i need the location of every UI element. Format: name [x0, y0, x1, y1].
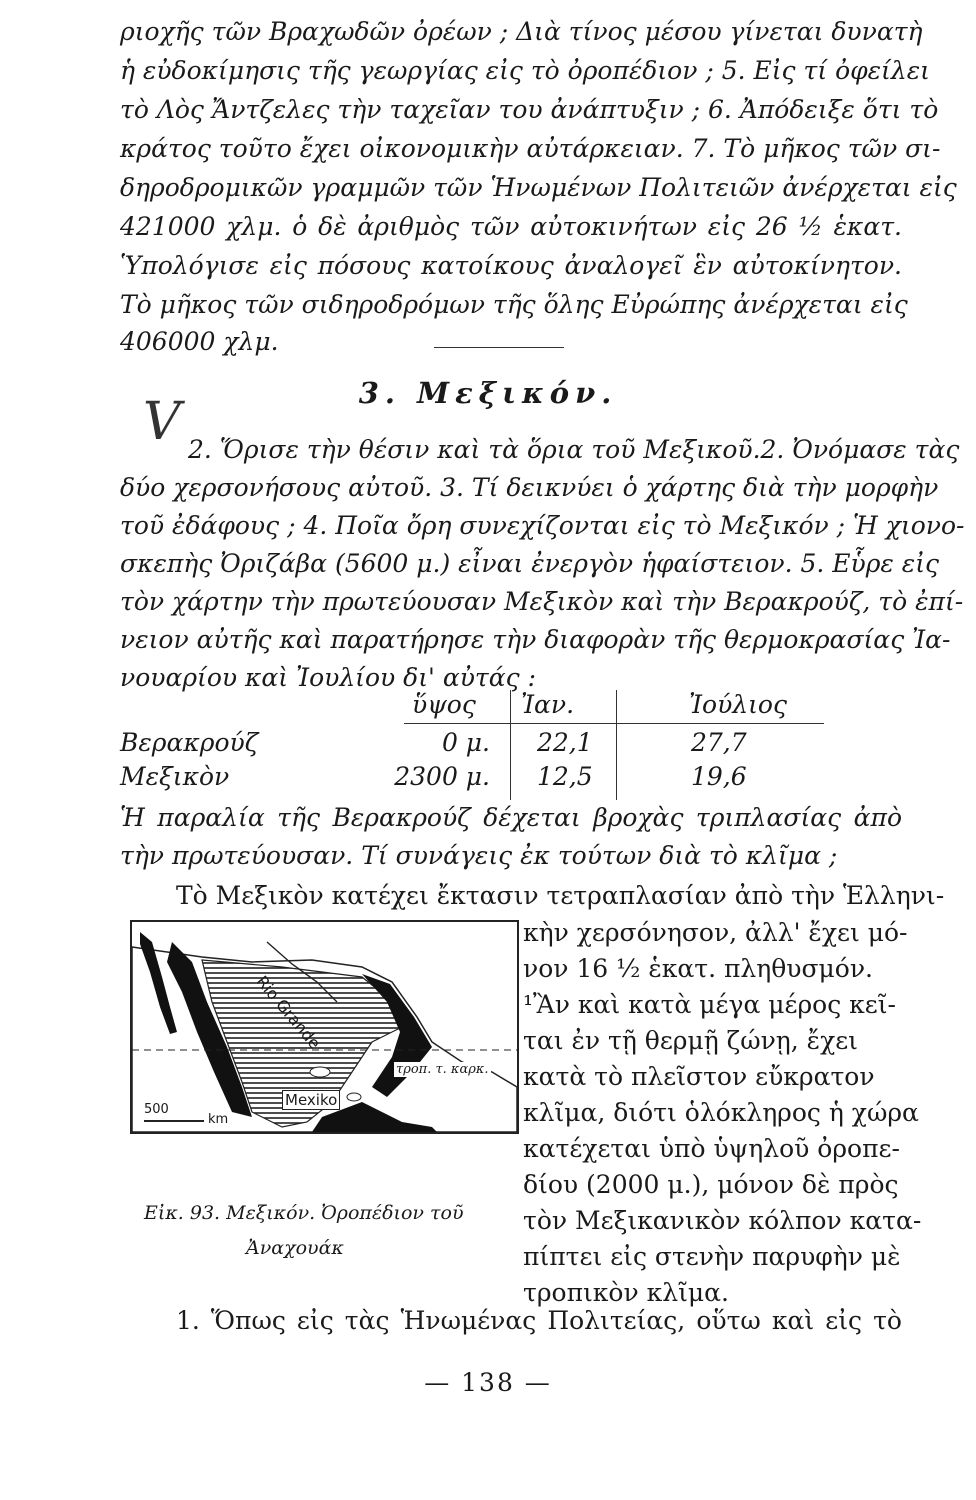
table-column-rule	[616, 690, 617, 800]
table-header-rule	[404, 723, 824, 724]
text-line: τὸ Λὸς Ἄντζελες τὴν ταχεῖαν του ἀνάπτυξιν ; 6. Ἀπόδειξε ὅτι τὸ	[120, 95, 939, 124]
text-line: τροπικὸν κλῖμα.	[523, 1278, 729, 1307]
table-cell-jan: 22,1	[537, 728, 593, 757]
table-header-height: ὕψος	[412, 690, 476, 719]
table-cell-jul: 19,6	[691, 762, 747, 791]
text-line: πίπτει εἰς στενὴν παρυφὴν μὲ	[523, 1242, 901, 1271]
text-line: νειον αὐτῆς καὶ παρατήρησε τὴν διαφορὰν τῆς θερμοκρασίας Ἰα-	[120, 625, 951, 654]
text-line: κράτος τοῦτο ἔχει οἰκονομικὴν αὐτάρκειαν. 7. Τὸ μῆκος τῶν σι-	[120, 134, 941, 163]
text-line: δίου (2000 μ.), μόνον δὲ πρὸς	[523, 1170, 899, 1199]
table-column-rule	[510, 690, 511, 800]
table-cell-jan: 12,5	[537, 762, 593, 791]
text-line: ἡ εὐδοκίμησις τῆς γεωργίας εἰς τὸ ὀροπέδιον ; 5. Εἰς τί ὀφείλει	[120, 56, 930, 85]
margin-check-mark: V	[143, 392, 181, 452]
figure-caption-line1: Εἰκ. 93. Μεξικόν. Ὀροπέδιον τοῦ	[144, 1202, 464, 1224]
text-line: Ὑπολόγισε εἰς πόσους κατοίκους ἀναλογεῖ ἓν αὐτοκίνητον.	[120, 251, 902, 280]
table-cell-height: 2300 μ.	[394, 762, 490, 791]
text-line: Ἡ παραλία τῆς Βερακρούζ δέχεται βροχὰς τριπλασίας ἀπὸ	[120, 803, 902, 832]
text-line: τὸν Μεξικανικὸν κόλπον κατα-	[523, 1206, 922, 1235]
scale-bar	[144, 1120, 204, 1122]
text-line: κὴν χερσόνησον, ἀλλ' ἔχει μό-	[523, 918, 908, 947]
text-line: σκεπὴς Ὀριζάβα (5600 μ.) εἶναι ἐνεργὸν ἡφαίστειον. 5. Εὗρε εἰς	[120, 549, 940, 578]
text-line: 406000 χλμ.	[120, 327, 279, 356]
footnote: 1. Ὅπως εἰς τὰς Ἡνωμένας Πολιτείας, οὕτω καὶ εἰς τὸ	[176, 1306, 902, 1335]
table-header-jul: Ἰούλιος	[689, 690, 787, 719]
text-line: κατέχεται ὑπὸ ὑψηλοῦ ὀροπε-	[523, 1134, 900, 1163]
river-label: Rio Grande	[252, 972, 325, 1053]
city-label: Mexiko	[282, 1090, 340, 1110]
table-cell-height: 0 μ.	[441, 728, 490, 757]
text-line: ριοχῆς τῶν Βραχωδῶν ὀρέων ; Διὰ τίνος μέσου γίνεται δυνατὴ	[120, 17, 923, 46]
tropic-label: τροπ. τ. καρκ.	[396, 1062, 489, 1077]
scale-unit: km	[208, 1112, 229, 1127]
text-line: κλῖμα, διότι ὁλόκληρος ἡ χώρα	[523, 1098, 919, 1127]
section-divider	[434, 347, 564, 348]
mexico-relief-map	[130, 920, 519, 1134]
table-cell-jul: 27,7	[691, 728, 747, 757]
text-line: κατὰ τὸ πλεῖστον εὔκρατον	[523, 1062, 875, 1091]
body-first-line: Τὸ Μεξικὸν κατέχει ἔκτασιν τετραπλασίαν ἀπὸ τὴν Ἑλληνι-	[176, 881, 945, 910]
figure-caption-line2: Ἀναχουάκ	[246, 1237, 344, 1259]
text-line: ται ἐν τῇ θερμῇ ζώνῃ, ἔχει	[523, 1026, 858, 1055]
text-line: 2. Ὅρισε τὴν θέσιν καὶ τὰ ὅρια τοῦ Μεξικοῦ.2. Ὀνόμασε τὰς	[188, 435, 960, 464]
table-row-place: Βερακρούζ	[120, 728, 259, 757]
map-scale	[136, 1102, 256, 1130]
section-heading: 3. Μεξικόν.	[358, 376, 618, 410]
text-line: δύο χερσονήσους αὐτοῦ. 3. Τί δεικνύει ὁ χάρτης διὰ τὴν μορφὴν	[120, 473, 939, 502]
text-line: δηροδρομικῶν γραμμῶν τῶν Ἡνωμένων Πολιτειῶν ἀνέρχεται εἰς	[120, 173, 957, 202]
text-line: τὸν χάρτην τὴν πρωτεύουσαν Μεξικὸν καὶ τὴν Βερακρούζ, τὸ ἐπί-	[120, 587, 964, 616]
text-line: τοῦ ἐδάφους ; 4. Ποῖα ὄρη συνεχίζονται εἰς τὸ Μεξικόν ; Ἡ χιονο-	[120, 511, 965, 540]
map-legend	[517, 922, 519, 1054]
text-line: ¹Ἂν καὶ κατὰ μέγα μέρος κεῖ-	[523, 990, 896, 1019]
text-line: 421000 χλμ. ὁ δὲ ἀριθμὸς τῶν αὐτοκινήτων εἰς 26 ½ ἑκατ.	[120, 212, 902, 241]
page-number: — 138 —	[424, 1368, 552, 1397]
text-line: τὴν πρωτεύουσαν. Τί συνάγεις ἐκ τούτων διὰ τὸ κλῖμα ;	[120, 841, 838, 870]
text-line: νουαρίου καὶ Ἰουλίου δι' αὐτάς :	[120, 663, 537, 692]
table-row-place: Μεξικὸν	[120, 762, 230, 791]
table-header-jan: Ἰαν.	[521, 690, 575, 719]
scale-value: 500	[144, 1102, 169, 1117]
text-line: Τὸ μῆκος τῶν σιδηροδρόμων τῆς ὅλης Εὐρώπης ἀνέρχεται εἰς	[120, 290, 908, 319]
text-line: νον 16 ½ ἑκατ. πληθυσμόν.	[523, 954, 873, 983]
